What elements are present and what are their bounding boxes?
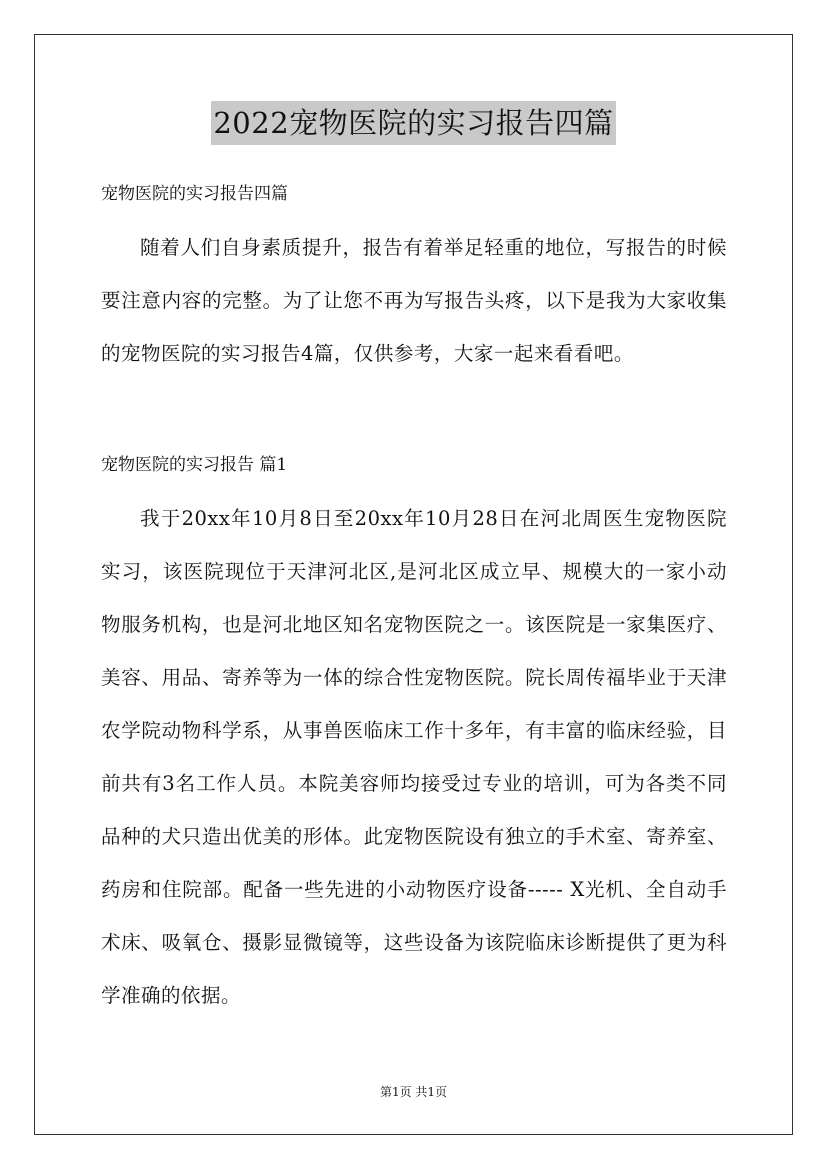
page-footer: 第1页 共1页 (379, 1085, 448, 1099)
section-body-paragraph: 我于20xx年10月8日至20xx年10月28日在河北周医生宠物医院实习，该医院现位于天津河北区,是河北区成立早、规模大的一家小动物服务机构，也是河北地区知名宠物医院之一。该医院是一家集医疗、美容、用品、寄养等为一体的综合性宠物医院。院长周传福毕业于天津农学院动物科学系，从事兽医临床工作十多年，有丰富的临床经验，目前共有3名工作人员。本院美容师均接受过专业的培训，可为各类不同品种的犬只造出优美的形体。此宠物医院设有独立的手术室、寄养室、药房和住院部。配备一些先进的小动物医疗设备----- X光机、全自动手术床、吸氧仓、摄影显微镜等，这些设备为该院临床诊断提供了更为科学准确的依据。 (101, 507, 727, 1007)
document-subtitle: 宠物医院的实习报告四篇 (101, 184, 288, 204)
title-container (0, 101, 827, 145)
document-title: 2022宠物医院的实习报告四篇 (211, 101, 615, 145)
intro-paragraph: 随着人们自身素质提升，报告有着举足轻重的地位，写报告的时候要注意内容的完整。为了让您不再为写报告头疼，以下是我为大家收集的宠物医院的实习报告4篇，仅供参考，大家一起来看看吧。 (101, 236, 727, 365)
section-heading: 宠物医院的实习报告 篇1 (101, 455, 288, 475)
intro-paragraph-container (101, 221, 727, 380)
section-body-container (101, 492, 727, 1022)
